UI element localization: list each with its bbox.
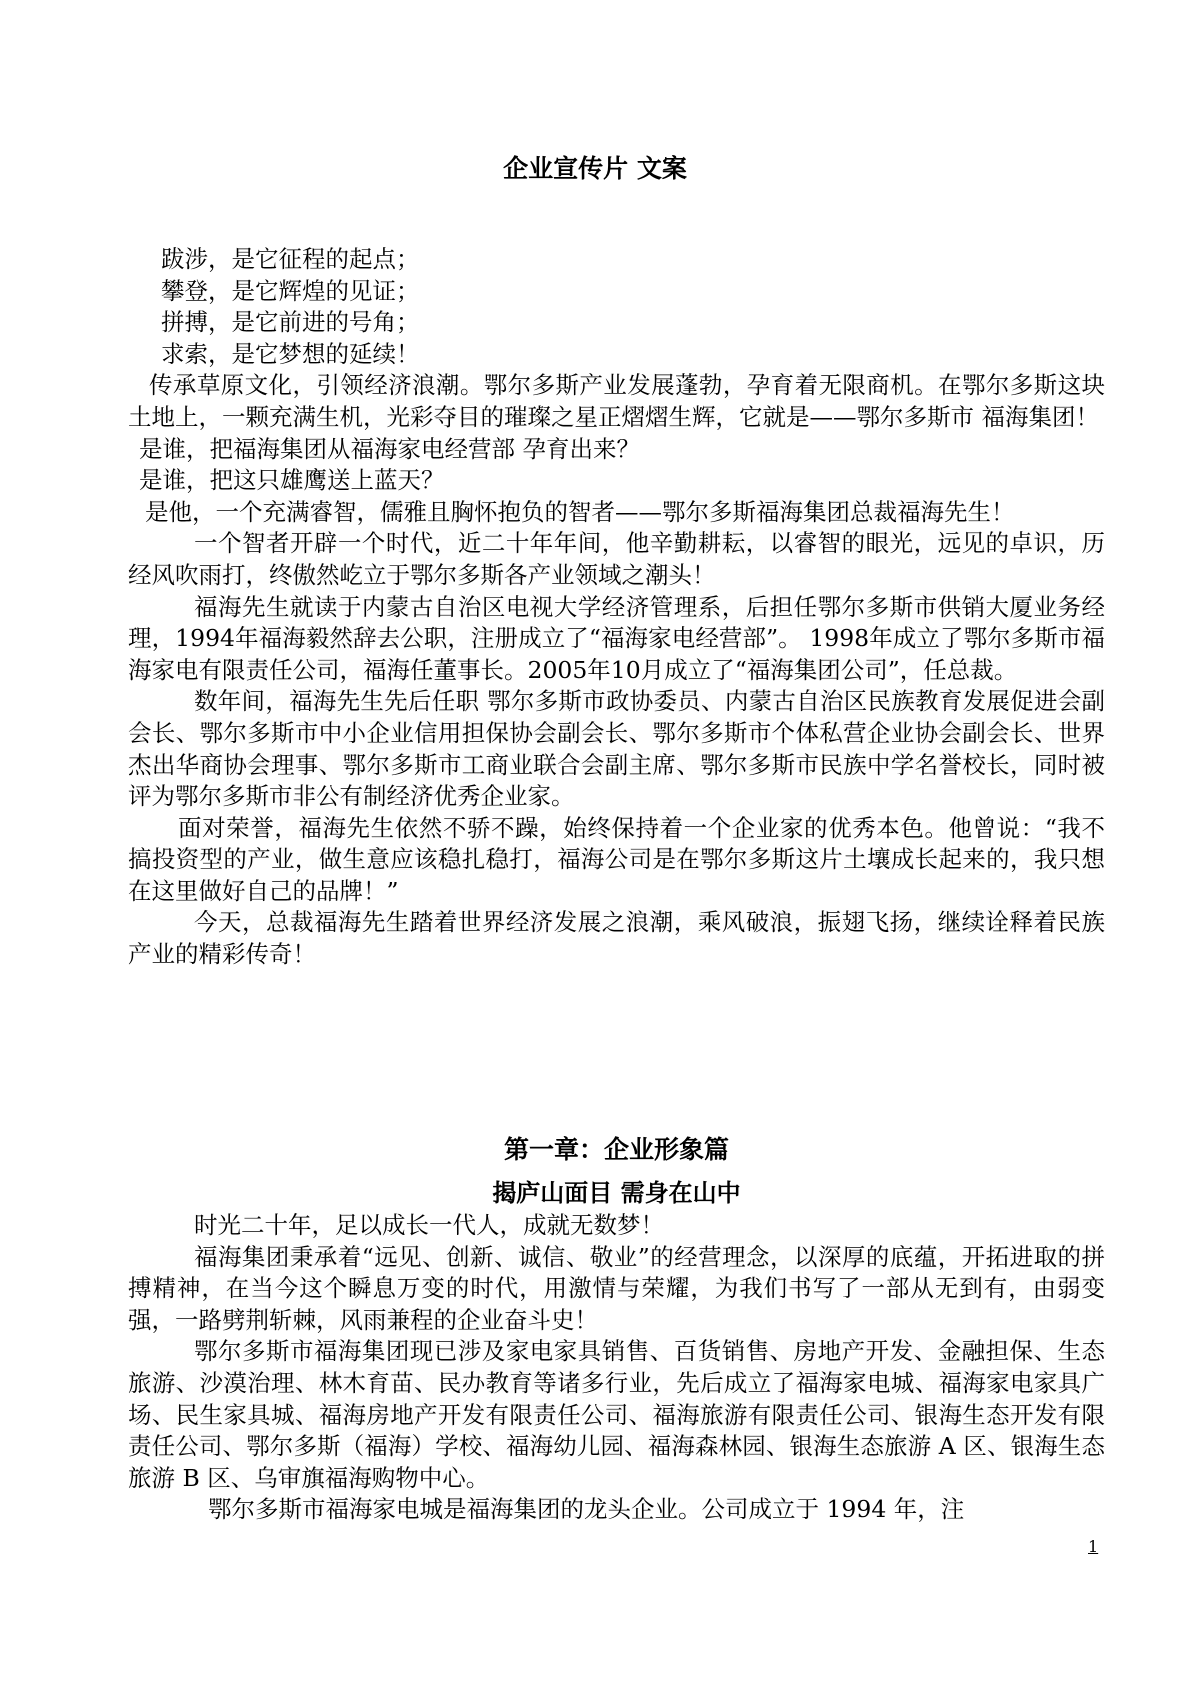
body-paragraph: 一个智者开辟一个时代，近二十年年间，他辛勤耕耘，以睿智的眼光，远见的卓识，历经风吹雨打，终傲然屹立于鄂尔多斯各产业领域之潮头！: [128, 529, 1105, 589]
chapter-title: 第一章：企业形象篇: [503, 1135, 729, 1164]
body-paragraph: 面对荣誉，福海先生依然不骄不躁，始终保持着一个企业家的优秀本色。他曾说：“我不搞投资型的产业，做生意应该稳扎稳打，福海公司是在鄂尔多斯这片土壤成长起来的，我只想在这里做好自己的品牌！”: [128, 813, 1105, 905]
document-title: 企业宣传片 文案: [503, 154, 687, 183]
chapter-paragraph: 鄂尔多斯市福海集团现已涉及家电家具销售、百货销售、房地产开发、金融担保、生态旅游、沙漠治理、林木育苗、民办教育等诸多行业，先后成立了福海家电城、福海家电家具广场、民生家具城、福海房地产开发有限责任公司、福海旅游有限责任公司、银海生态开发有限责任公司、鄂尔多斯（福海）学校、福海幼儿园、福海森林园、银海生态旅游 A 区、银海生态旅游 B 区、乌审旗福海购物中心。: [128, 1337, 1105, 1492]
answer-paragraph: 是他，一个充满睿智，儒雅且胸怀抱负的智者——鄂尔多斯福海集团总裁福海先生！: [145, 497, 1015, 526]
body-paragraph: 今天，总裁福海先生踏着世界经济发展之浪潮，乘风破浪，振翅飞扬，继续诠释着民族产业的精彩传奇！: [128, 908, 1105, 969]
chapter-section: [128, 1130, 1105, 1526]
body-paragraph: 数年间，福海先生先后任职 鄂尔多斯市政协委员、内蒙古自治区民族教育发展促进会副会长、鄂尔多斯市中小企业信用担保协会副会长、鄂尔多斯市个体私营企业协会副会长、世界杰出华商协会理事、鄂尔多斯市工商业联合会副主席、鄂尔多斯市民族中学名誉校长，同时被评为鄂尔多斯市非公有制经济优秀企业家。: [128, 687, 1105, 811]
question-line: 是谁，把这只雄鹰送上蓝天？: [139, 466, 445, 495]
poem-line: 攀登，是它辉煌的见证；: [161, 276, 420, 305]
section-title: 揭庐山面目 需身在山中: [492, 1178, 741, 1207]
document-body: [128, 244, 1105, 971]
chapter-paragraph: 鄂尔多斯市福海家电城是福海集团的龙头企业。公司成立于 1994 年，注: [208, 1495, 965, 1524]
poem-line: 求索，是它梦想的延续！: [161, 339, 420, 368]
intro-paragraph: 传承草原文化，引领经济浪潮。鄂尔多斯产业发展蓬勃，孕育着无限商机。在鄂尔多斯这块土地上，一颗充满生机，光彩夺目的璀璨之星正熠熠生辉，它就是——鄂尔多斯市 福海集团！: [128, 371, 1105, 431]
question-line: 是谁，把福海集团从福海家电经营部 孕育出来？: [139, 434, 640, 463]
chapter-paragraph: 福海集团秉承着“远见、创新、诚信、敬业”的经营理念，以深厚的底蕴，开拓进取的拼搏精神，在当今这个瞬息万变的时代，用激情与荣耀，为我们书写了一部从无到有，由弱变强，一路劈荆斩棘，风雨兼程的企业奋斗史！: [128, 1242, 1105, 1334]
poem-line: 拼搏，是它前进的号角；: [161, 308, 420, 337]
poem-line: 跋涉，是它征程的起点；: [161, 245, 420, 273]
chapter-paragraph: 时光二十年，足以成长一代人，成就无数梦！: [194, 1211, 664, 1239]
body-paragraph: 福海先生就读于内蒙古自治区电视大学经济管理系，后担任鄂尔多斯市供销大厦业务经理，1994年福海毅然辞去公职，注册成立了“福海家电经营部”。 1998年成立了鄂尔多斯市福海家电有限责任公司，福海任董事长。2005年10月成立了“福海集团公司”，任总裁。: [128, 592, 1105, 684]
page-number: 1: [1088, 1537, 1099, 1556]
